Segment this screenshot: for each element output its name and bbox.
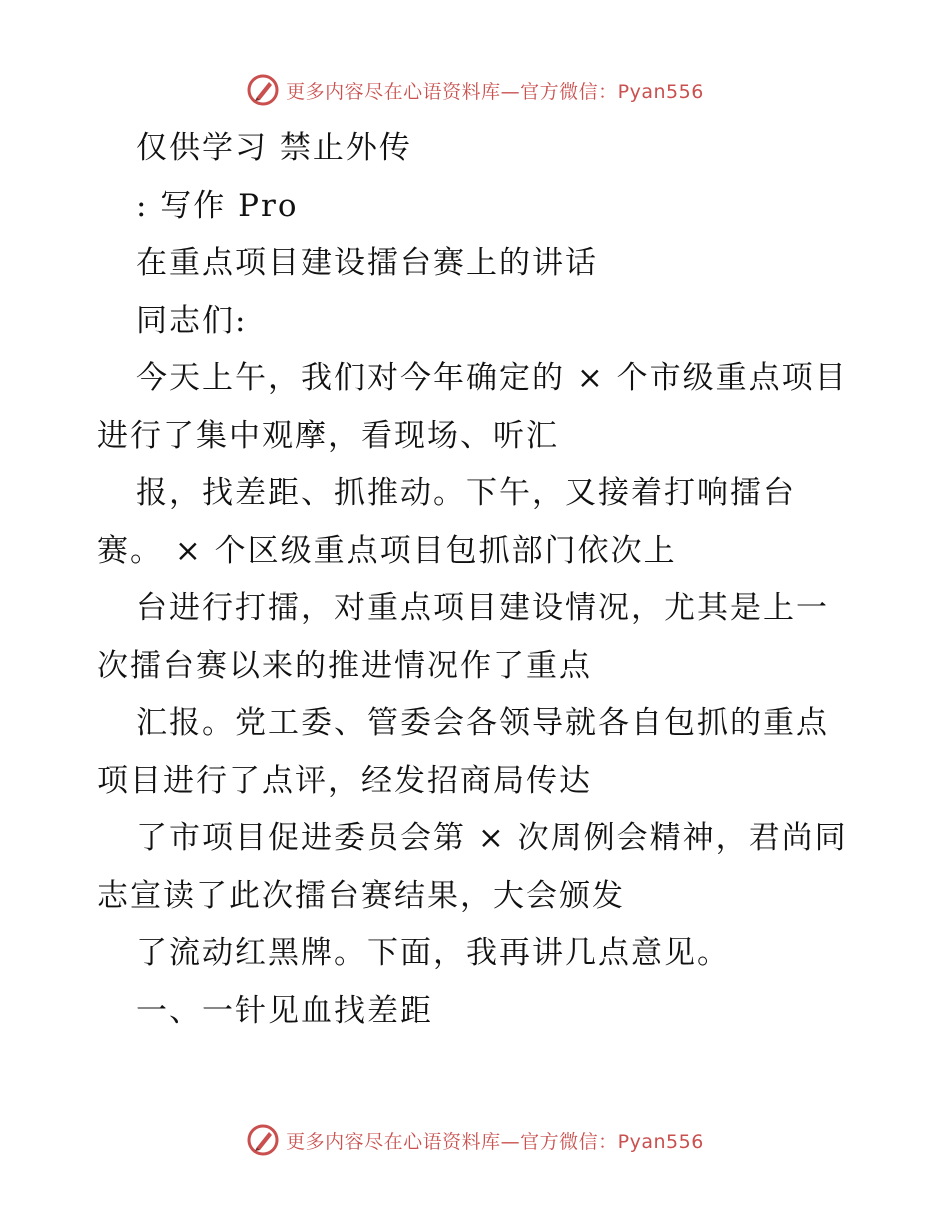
text-line: 在重点项目建设擂台赛上的讲话	[136, 245, 598, 281]
footer-banner	[0, 1120, 950, 1160]
text-line: : 写作 Pro	[136, 187, 299, 224]
document-body	[97, 120, 857, 1040]
text-line: 次擂台赛以来的推进情况作了重点	[97, 647, 592, 684]
header-banner-text: 更多内容尽在心语资料库—官方微信：Pyan556	[286, 80, 704, 103]
pen-logo-icon	[246, 73, 280, 107]
text-line: 仅供学习 禁止外传	[136, 130, 412, 166]
text-line: 赛。 × 个区级重点项目包抓部门依次上	[97, 532, 677, 569]
header-banner	[0, 70, 950, 110]
pen-logo-icon	[246, 1123, 280, 1157]
text-line: 台进行打擂，对重点项目建设情况，尤其是上一	[136, 590, 829, 626]
text-line: 了市项目促进委员会第 × 次周例会精神，君尚同	[136, 820, 848, 856]
text-line: 了流动红黑牌。下面，我再讲几点意见。	[136, 935, 730, 971]
text-line: 同志们:	[136, 302, 248, 339]
footer-banner-inner	[246, 1123, 704, 1157]
text-line: 项目进行了点评，经发招商局传达	[97, 762, 592, 799]
footer-banner-text: 更多内容尽在心语资料库—官方微信：Pyan556	[286, 1130, 704, 1153]
text-line: 一、一针见血找差距	[136, 992, 433, 1029]
header-banner-inner	[246, 73, 704, 107]
text-line: 今天上午，我们对今年确定的 × 个市级重点项目	[136, 360, 848, 396]
text-line: 报，找差距、抓推动。下午，又接着打响擂台	[136, 475, 796, 511]
text-line: 汇报。党工委、管委会各领导就各自包抓的重点	[136, 705, 829, 741]
text-line: 进行了集中观摩，看现场、听汇	[97, 417, 559, 454]
text-line: 志宣读了此次擂台赛结果，大会颁发	[97, 877, 625, 914]
